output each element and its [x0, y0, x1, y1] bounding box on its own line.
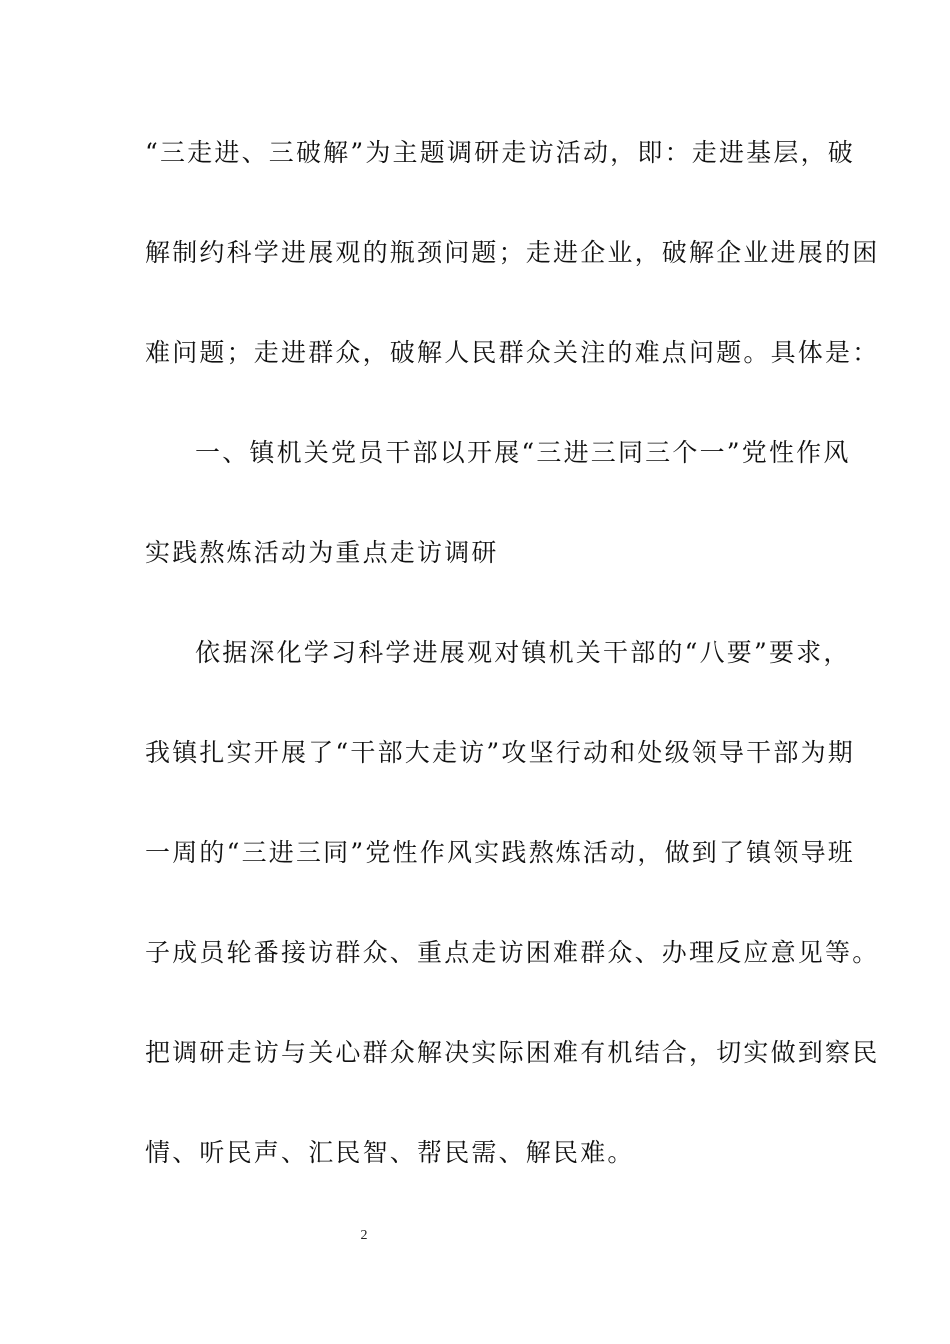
- text-line: 子成员轮番接访群众、重点走访困难群众、办理反应意见等。: [145, 938, 880, 967]
- text-line: 情、听民声、汇民智、帮民需、解民难。: [145, 1138, 635, 1167]
- text-line: 难问题；走进群众，破解人民群众关注的难点问题。具体是：: [145, 338, 880, 367]
- text-line: 把调研走访与关心群众解决实际困难有机结合，切实做到察民: [145, 1038, 880, 1067]
- text-line: “三走进、三破解”为主题调研走访活动，即：走进基层，破: [145, 138, 855, 167]
- text-line: 依据深化学习科学进展观对镇机关干部的“八要”要求，: [195, 638, 851, 667]
- section-heading-line: 实践熬炼活动为重点走访调研: [145, 538, 499, 567]
- text-line: 解制约科学进展观的瓶颈问题；走进企业，破解企业进展的困: [145, 238, 880, 267]
- body-text: [145, 130, 880, 1176]
- text-line: 我镇扎实开展了“干部大走访”攻坚行动和处级领导干部为期: [145, 738, 855, 767]
- section-heading-line: 一、镇机关党员干部以开展“三进三同三个一”党性作风: [195, 438, 851, 467]
- page-number: 2: [360, 1228, 368, 1243]
- text-line: 一周的“三进三同”党性作风实践熬炼活动，做到了镇领导班: [145, 838, 855, 867]
